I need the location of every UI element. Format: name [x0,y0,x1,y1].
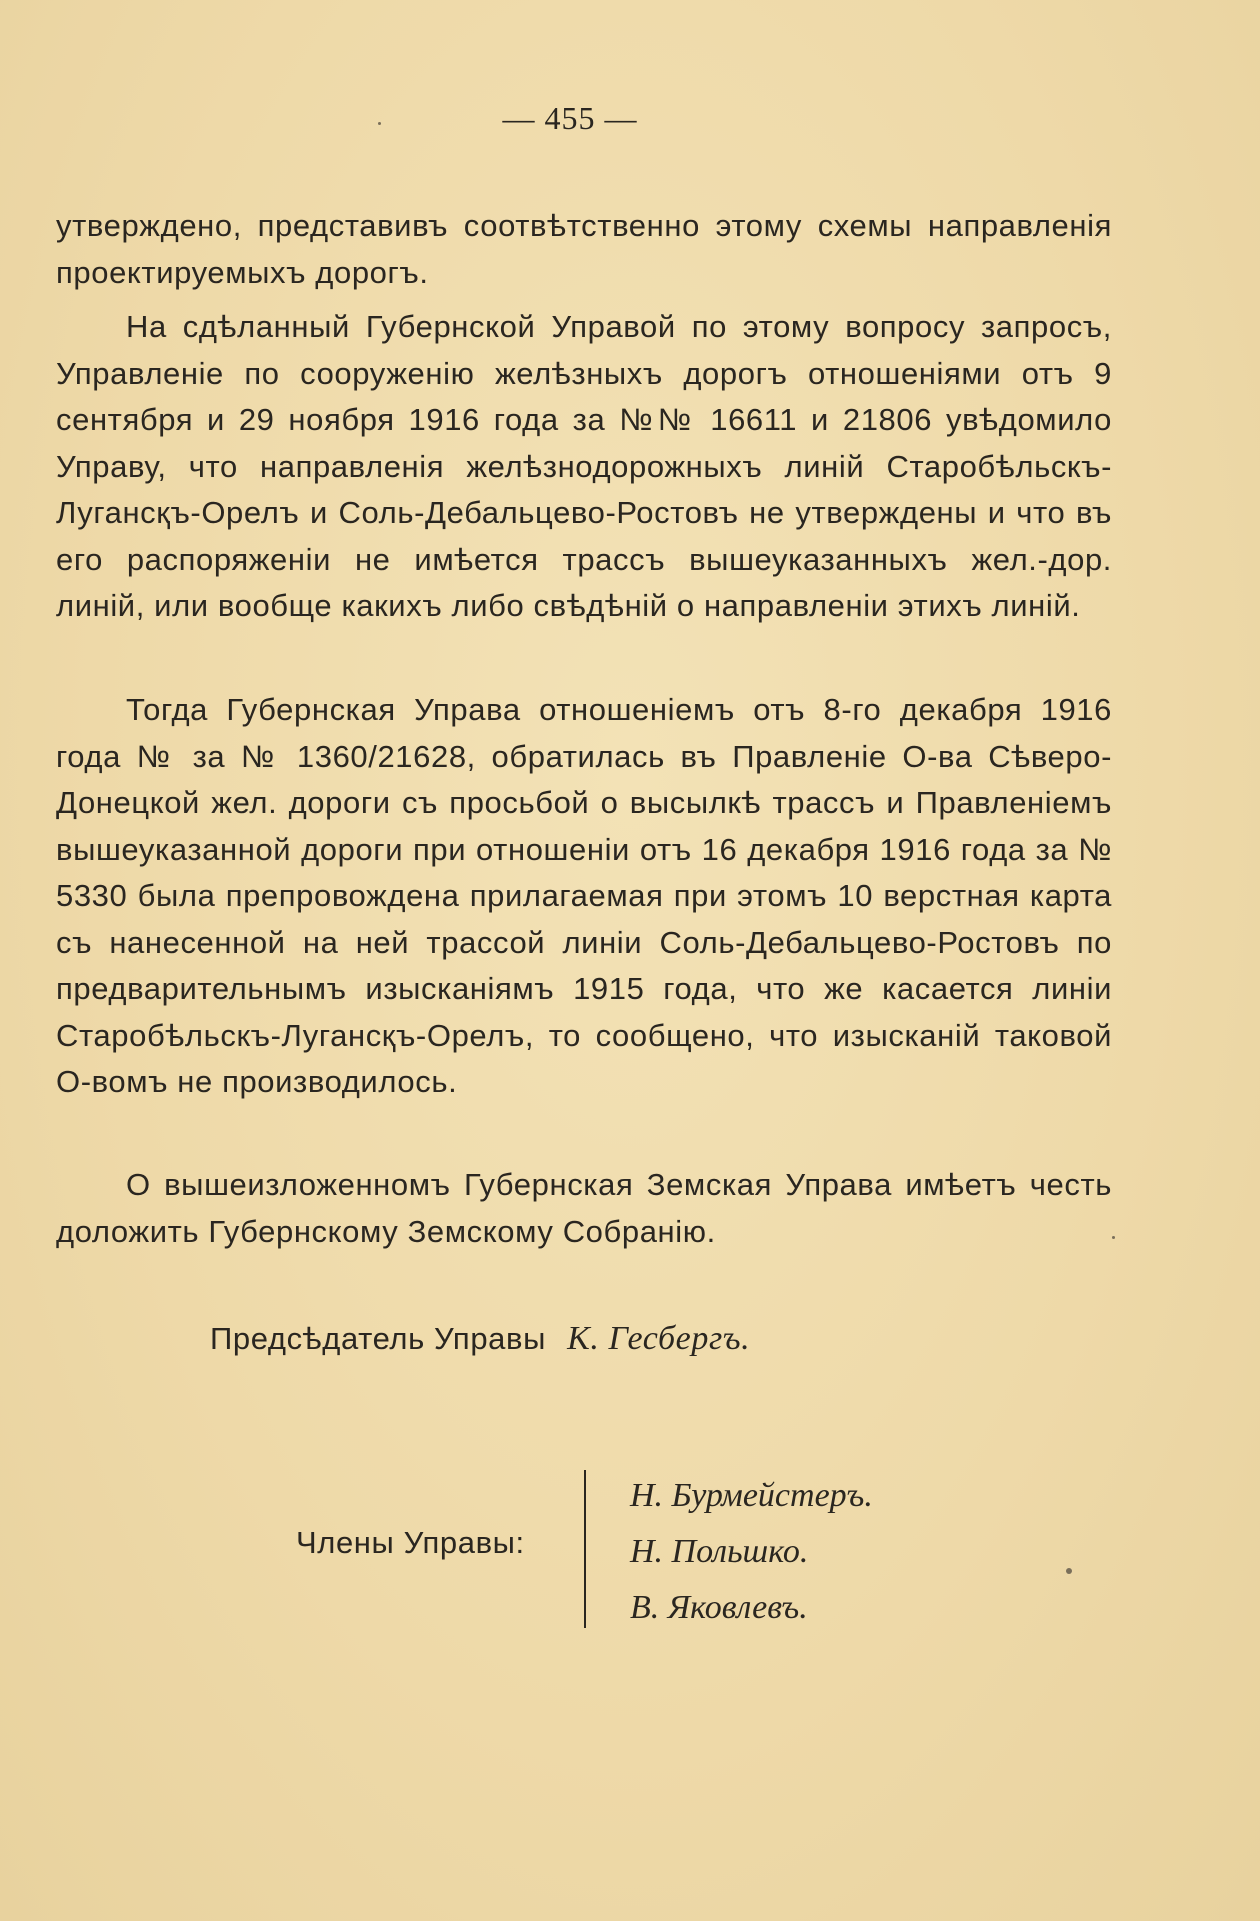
paper-speck [1066,1568,1072,1574]
chairman-label: Предсѣдатель Управы [210,1321,546,1356]
members-label: Члены Управы: [296,1525,525,1560]
paragraph-text: О вышеизложенномъ Губернская Земская Управа имѣетъ честь доложить Губернскому Земскому Собранію. [56,1167,1112,1249]
paragraph-1 [56,203,1112,296]
paragraph-text: Тогда Губернская Управа отношеніемъ отъ 8-го декабря 1916 года № за № 1360/21628, обратилась въ Правленіе О-ва Сѣверо-Донецкой жел. дороги съ просьбой о высылкѣ трассъ и Правленіемъ вышеуказанной дороги при отношеніи отъ 16 декабря 1916 года за № 5330 была препровождена прилагаемая при этомъ 10 верстная карта съ нанесенной на ней трассой линіи Соль-Дебальцево-Ростовъ по предварительнымъ изысканіямъ 1915 года, что же касается линіи Старобѣльскъ-Лугансқъ-Орелъ, то сообщено, что изысканій таковой О-вомъ не производилось. [56,692,1112,1099]
paragraph-3 [56,687,1112,1106]
paragraph-text: утверждено, представивъ соотвѣтственно этому схемы направленія проектируемыхъ дорогъ. [56,208,1112,290]
member-name: Н. Польшко. [630,1533,809,1570]
paragraph-text: На сдѣланный Губернской Управой по этому вопросу запросъ, Управленіе по сооруженію желѣзныхъ дорогъ отношеніями отъ 9 сентября и 29 ноября 1916 года за №№ 16611 и 21806 увѣдомило Управу, что направленія желѣзнодорожныхъ линій Старобѣльскъ-Лугансқъ-Орелъ и Соль-Дебальцево-Ростовъ не утверждены и что въ его распоряженіи не имѣется трассъ вышеуказанныхъ жел.-дор. линій, или вообще какихъ либо свѣдѣній о направленіи этихъ линій. [56,309,1112,623]
chairman-name: К. Гесбергъ. [567,1320,751,1357]
member-name: В. Яковлевъ. [630,1589,808,1626]
member-name: Н. Бурмейстеръ. [630,1477,873,1514]
paragraph-4 [56,1162,1112,1255]
members-list [630,1468,873,1636]
paragraph-2 [56,304,1112,630]
paper-speck [378,122,381,125]
page-number: — 455 — [502,100,638,136]
members-brace [584,1470,590,1628]
paper-speck [1112,1236,1115,1239]
chairman-signature [210,1320,750,1358]
